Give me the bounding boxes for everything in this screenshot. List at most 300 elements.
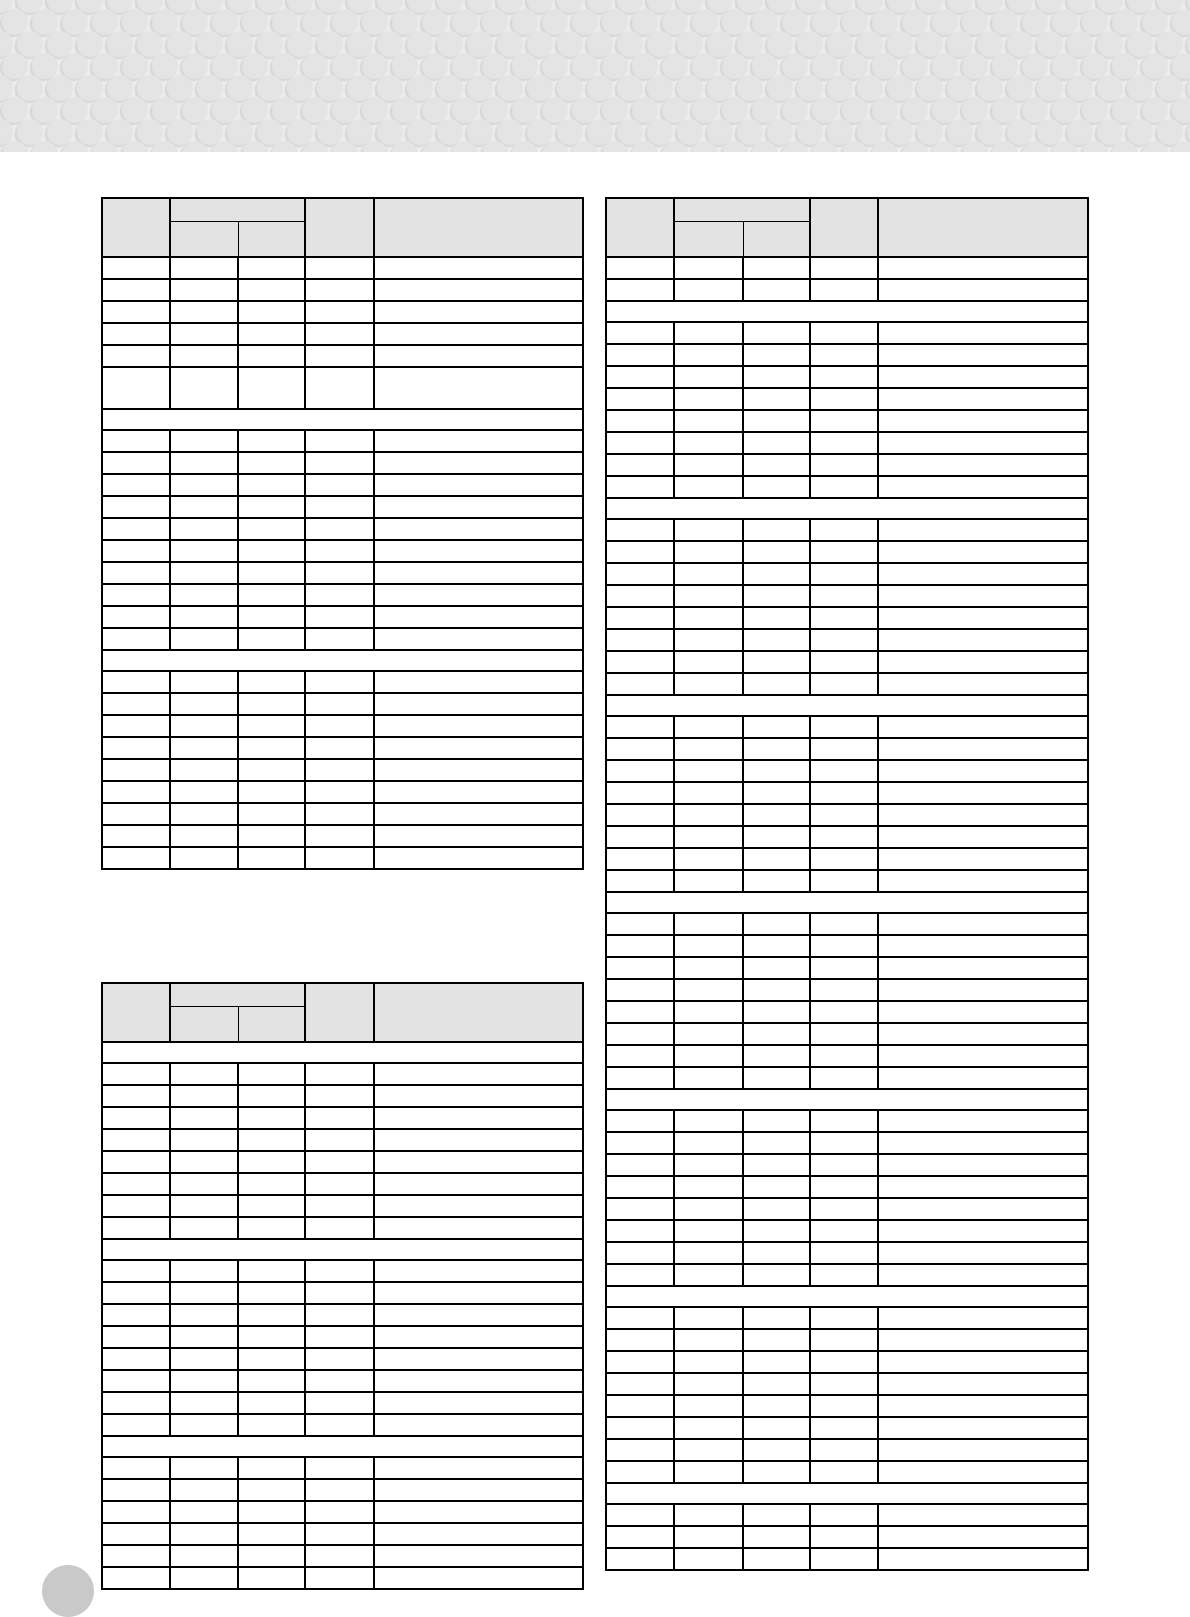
table-header [102,983,583,1042]
table-row [102,1173,583,1195]
table-cell [743,1110,810,1132]
table-row [102,1370,583,1392]
header-sub-cell-2 [238,1006,305,1042]
table-cell [606,1439,674,1461]
table-row [606,1329,1088,1351]
table-cell [606,1023,674,1045]
table-cell [743,935,810,957]
header-sub-cell-1 [674,221,743,257]
table-cell [305,323,374,345]
table-cell [374,1392,583,1414]
section-cell [102,1239,583,1260]
table-row [102,1326,583,1348]
table-cell [674,519,743,541]
table-cell [743,322,810,344]
table-cell [810,738,878,760]
table-cell [374,606,583,628]
table-row [606,1351,1088,1373]
table-row [102,1282,583,1304]
table-cell [606,848,674,870]
table-cell [238,1501,305,1523]
table-row [606,410,1088,432]
table-cell [810,322,878,344]
table-row [606,1242,1088,1264]
table-cell [606,1329,674,1351]
table-cell [102,1370,170,1392]
table-cell [102,671,170,693]
table-cell [810,1548,878,1570]
table-cell [810,585,878,607]
table-cell [674,1417,743,1439]
table-cell [170,1107,238,1129]
table-cell [170,540,238,562]
table-cell [170,257,238,279]
table-cell [606,1154,674,1176]
table-cell [374,1567,583,1589]
table-cell [238,1370,305,1392]
table-cell [238,584,305,606]
table-cell [606,1417,674,1439]
table-cell [102,1107,170,1129]
table-cell [238,781,305,803]
table-row [102,1129,583,1151]
table-cell [170,1457,238,1479]
table-row [102,1523,583,1545]
table-cell [238,1063,305,1085]
table-left-top [101,197,584,870]
table-cell [743,979,810,1001]
table-cell [102,1479,170,1501]
table-row [606,1220,1088,1242]
table-cell [374,1085,583,1107]
table-cell [102,715,170,737]
table-cell [743,629,810,651]
table-row [102,452,583,474]
table-cell [238,737,305,759]
table-cell [878,1548,1088,1570]
table-cell [238,301,305,323]
table-cell [743,1176,810,1198]
table-cell [305,803,374,825]
section-row [606,1089,1088,1110]
table-cell [305,1085,374,1107]
table-cell [743,651,810,673]
table-cell [305,825,374,847]
table-cell [238,693,305,715]
table-cell [170,367,238,409]
table-cell [238,257,305,279]
table-cell [170,1392,238,1414]
table-cell [878,1067,1088,1089]
table-row [606,760,1088,782]
table-cell [878,651,1088,673]
table-row [102,1392,583,1414]
table-cell [170,628,238,650]
section-row [102,650,583,671]
table-cell [674,913,743,935]
table-cell [305,1326,374,1348]
table-cell [170,345,238,367]
header-sub-cell-2 [743,221,810,257]
table-cell [102,1523,170,1545]
table-cell [102,1151,170,1173]
table-cell [305,1479,374,1501]
table-cell [810,1373,878,1395]
table-cell [743,1132,810,1154]
table-cell [374,323,583,345]
table-cell [102,825,170,847]
table-cell [238,474,305,496]
table-cell [878,957,1088,979]
table-row [606,476,1088,498]
table-cell [810,1045,878,1067]
table-cell [305,1151,374,1173]
table-row [606,585,1088,607]
table-cell [674,1351,743,1373]
header-group-cell [674,198,810,221]
table-cell [810,673,878,695]
section-row [606,695,1088,716]
table-cell [743,563,810,585]
table-cell [102,540,170,562]
table-cell [606,1001,674,1023]
table-cell [810,1176,878,1198]
table-row [606,257,1088,279]
table-cell [810,1307,878,1329]
table-cell [374,301,583,323]
table-cell [238,562,305,584]
table-row [606,1154,1088,1176]
table-cell [238,1282,305,1304]
table-cell [374,628,583,650]
table-cell [374,279,583,301]
table-cell [743,760,810,782]
table-cell [170,759,238,781]
table-cell [878,1329,1088,1351]
table-cell [743,454,810,476]
table-cell [170,562,238,584]
table-cell [102,1326,170,1348]
table-row [606,366,1088,388]
table-cell [374,1260,583,1282]
table-row [606,826,1088,848]
section-row [102,1436,583,1457]
table-cell [810,1242,878,1264]
table-row [102,1151,583,1173]
table-cell [878,1220,1088,1242]
table-cell [170,1414,238,1436]
table-cell [606,782,674,804]
table-cell [878,257,1088,279]
table-cell [305,540,374,562]
table-cell [743,1461,810,1483]
table-cell [878,1045,1088,1067]
table-row [606,1395,1088,1417]
table-cell [305,474,374,496]
table-cell [170,781,238,803]
header-cell-a [102,983,170,1042]
table-cell [170,1151,238,1173]
page-number-circle [42,1565,94,1617]
table-cell [305,279,374,301]
table-cell [238,825,305,847]
table-cell [878,935,1088,957]
table-cell [374,847,583,869]
table-cell [305,781,374,803]
table-row [102,562,583,584]
table-cell [238,1457,305,1479]
table-row [102,847,583,869]
table-cell [743,1307,810,1329]
table-cell [102,1282,170,1304]
table-cell [878,1307,1088,1329]
table-left-bottom [101,982,584,1590]
table-cell [170,430,238,452]
table-cell [170,1063,238,1085]
table-cell [170,693,238,715]
table-cell [238,452,305,474]
table-cell [674,673,743,695]
table-cell [305,367,374,409]
table-cell [238,496,305,518]
table-cell [606,388,674,410]
table-cell [606,738,674,760]
table-cell [878,1504,1088,1526]
table-row [606,1110,1088,1132]
table-cell [878,913,1088,935]
table-cell [878,979,1088,1001]
table-cell [305,1457,374,1479]
table-cell [606,432,674,454]
table-cell [743,1220,810,1242]
table-cell [606,1067,674,1089]
table-cell [743,279,810,301]
table-cell [878,1264,1088,1286]
table-row [606,1023,1088,1045]
table-row [606,1198,1088,1220]
table-cell [878,344,1088,366]
table-cell [810,454,878,476]
table-cell [374,1523,583,1545]
table-cell [674,1526,743,1548]
table-cell [674,563,743,585]
table-row [606,388,1088,410]
table-cell [743,1504,810,1526]
table-cell [238,1523,305,1545]
table-cell [606,826,674,848]
table-cell [674,366,743,388]
table-cell [238,759,305,781]
table-cell [606,322,674,344]
table-cell [374,759,583,781]
table-cell [674,410,743,432]
table-cell [305,584,374,606]
table-cell [810,957,878,979]
section-cell [606,892,1088,913]
table-row [102,1348,583,1370]
table-cell [878,673,1088,695]
table-cell [305,1304,374,1326]
table-cell [606,476,674,498]
table-cell [170,323,238,345]
table-cell [305,496,374,518]
table-cell [878,782,1088,804]
table-row [102,1545,583,1567]
table-cell [102,693,170,715]
table-cell [238,430,305,452]
table-cell [810,1504,878,1526]
table-cell [170,518,238,540]
table-cell [305,1370,374,1392]
table-cell [170,474,238,496]
table-row [102,825,583,847]
table-cell [743,1198,810,1220]
table-cell [674,1461,743,1483]
table-row [102,1063,583,1085]
table-cell [810,913,878,935]
table-cell [238,1414,305,1436]
table-cell [878,1132,1088,1154]
table-cell [810,1220,878,1242]
table-cell [743,1045,810,1067]
table-row [102,301,583,323]
table-cell [878,388,1088,410]
table-cell [810,935,878,957]
table-cell [170,847,238,869]
table-cell [374,803,583,825]
table-row [606,1548,1088,1570]
table-row [606,870,1088,892]
section-cell [102,409,583,430]
table-cell [170,825,238,847]
table-row [102,496,583,518]
table-cell [102,1545,170,1567]
table-row [102,759,583,781]
header-row-top [102,983,583,1006]
table-row [606,1439,1088,1461]
table-cell [102,518,170,540]
table-cell [238,1479,305,1501]
section-row [102,1239,583,1260]
table-cell [238,1348,305,1370]
table-cell [810,1526,878,1548]
table-cell [102,781,170,803]
table-cell [606,913,674,935]
table-cell [606,454,674,476]
table-cell [674,848,743,870]
header-row-top [102,198,583,221]
table-cell [878,366,1088,388]
table-cell [743,913,810,935]
table-cell [170,737,238,759]
table-row [606,1307,1088,1329]
table-row [102,803,583,825]
table-cell [878,1023,1088,1045]
table-cell [606,651,674,673]
table-cell [305,562,374,584]
table-cell [170,1567,238,1589]
table-cell [674,738,743,760]
table-cell [878,322,1088,344]
table-cell [170,671,238,693]
table-cell [102,1304,170,1326]
table-cell [878,1439,1088,1461]
table-cell [878,848,1088,870]
table-cell [743,344,810,366]
table-cell [810,563,878,585]
table-cell [743,1526,810,1548]
table-row [102,737,583,759]
table-cell [606,629,674,651]
table-row [102,606,583,628]
table-cell [374,345,583,367]
table-cell [238,671,305,693]
table-cell [878,563,1088,585]
table-cell [374,452,583,474]
table-cell [674,826,743,848]
table-cell [305,301,374,323]
table-cell [102,1567,170,1589]
table-row [606,1264,1088,1286]
table-cell [102,1348,170,1370]
table-cell [674,957,743,979]
table-cell [810,541,878,563]
table-row [102,540,583,562]
table-cell [102,323,170,345]
header-cell-d [305,983,374,1042]
table-cell [878,1001,1088,1023]
table-cell [374,496,583,518]
table-cell [743,1548,810,1570]
table-cell [674,1110,743,1132]
table-cell [238,367,305,409]
table-cell [374,1457,583,1479]
section-cell [606,695,1088,716]
table-cell [674,935,743,957]
table-row [606,848,1088,870]
table-cell [102,606,170,628]
table-cell [743,848,810,870]
table-cell [374,737,583,759]
table-cell [238,279,305,301]
table-cell [878,279,1088,301]
table-cell [170,584,238,606]
table-cell [810,804,878,826]
table-cell [374,1195,583,1217]
table-cell [743,257,810,279]
table-cell [305,1217,374,1239]
table-cell [305,452,374,474]
table-cell [878,1526,1088,1548]
table-cell [810,1198,878,1220]
section-cell [606,1089,1088,1110]
table-cell [606,673,674,695]
table-row [606,279,1088,301]
table-cell [170,606,238,628]
table-cell [606,1461,674,1483]
table-cell [606,957,674,979]
table-row [606,1001,1088,1023]
table-cell [102,1195,170,1217]
header-group-cell [170,983,305,1006]
table-row [102,1217,583,1239]
table-cell [743,1001,810,1023]
table-cell [374,257,583,279]
table-cell [238,606,305,628]
table-row [102,279,583,301]
table-cell [170,1501,238,1523]
table-cell [374,715,583,737]
